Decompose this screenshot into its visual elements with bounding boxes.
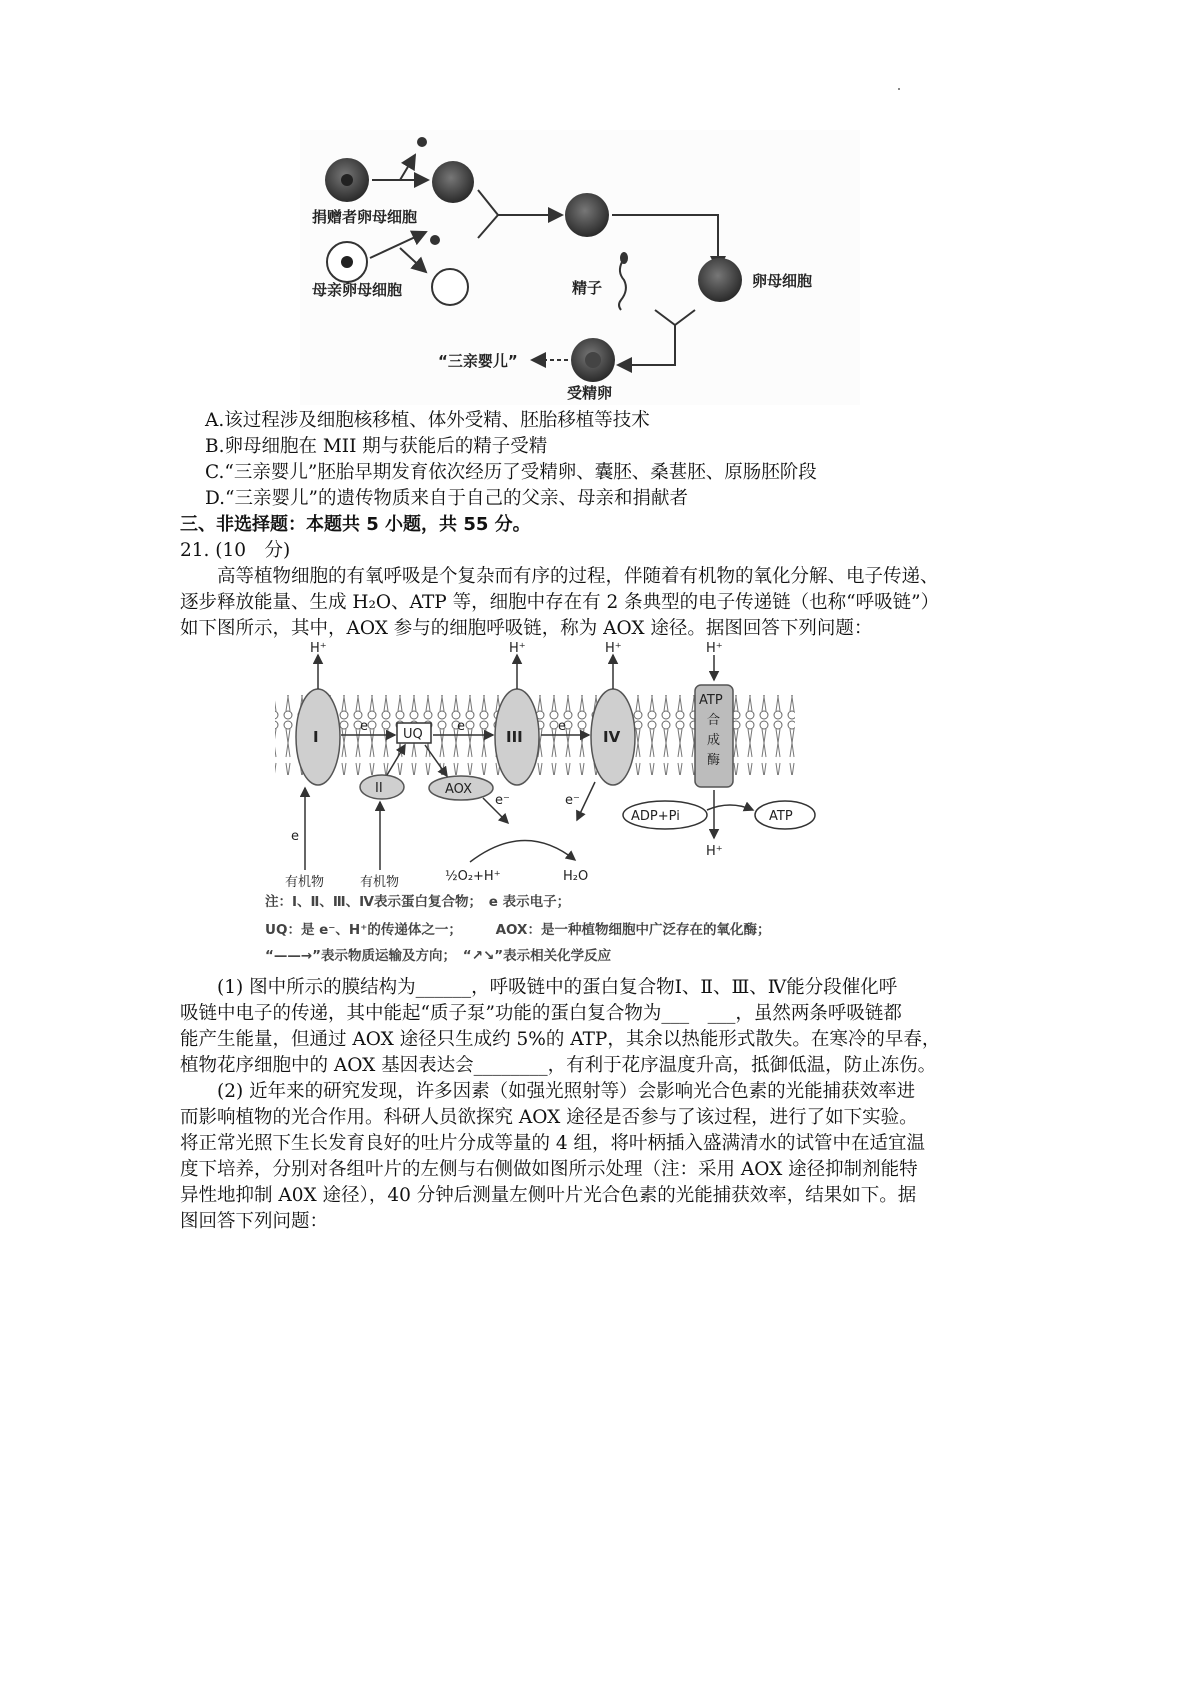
atp-synthase-text-1: ATP [699,693,723,708]
mother-cell-remnant [432,269,468,305]
q2-line-2: 而影响植物的光合作用。科研人员欲探究 AOX 途径是否参与了该过程，进行了如下实验。 [180,1107,918,1128]
diagram-note-3: “——→”表示物质运输及方向； “↗↘”表示相关化学反应 [265,948,612,964]
e-minus-label-1: e⁻ [495,793,510,808]
aox-label: AOX [445,782,472,797]
diagram-note-2: UQ：是 e⁻、H⁺的传递体之一； AOX：是一种植物细胞中广泛存在的氧化酶； [265,922,771,938]
hplus-3: H⁺ [605,641,622,656]
e-label-1: e [360,719,368,734]
q2-line-5: 异性地抑制 A0X 途径），40 分钟后测量左侧叶片光合色素的光能捕获效率，结果如下。据 [180,1185,917,1206]
q1-line-1: (1) 图中所示的膜结构为______，呼吸链中的蛋白复合物Ⅰ、Ⅱ、Ⅲ、Ⅳ能分段催化呼 [180,977,898,998]
mother-oocyte-label: 母亲卵母细胞 [312,281,403,299]
q1-line-3: 能产生能量，但通过 AOX 途径只生成约 5%的 ATP，其余以热能形式散失。在寒冷的早春， [180,1029,941,1050]
hplus-5: H⁺ [706,844,723,859]
diagram-note-row [225,940,915,970]
reconstructed-oocyte [565,193,609,237]
e-label-4: e [291,829,299,844]
q2-line-1: (2) 近年来的研究发现，许多因素（如强光照射等）会影响光合色素的光能捕获效率进 [180,1081,916,1102]
section-title: 三、非选择题：本题共 5 小题，共 55 分。 [180,514,531,535]
q2-line-4: 度下培养，分别对各组叶片的左侧与右侧做如图所示处理（注：采用 AOX 途径抑制剂能特 [180,1159,918,1180]
complex-i-label: I [313,728,319,746]
e-label-2: e [457,719,465,734]
hplus-2: H⁺ [509,641,526,656]
e-minus-label-2: e⁻ [565,793,580,808]
zygote-label: 受精卵 [567,384,613,402]
option-a: A.该过程涉及细胞核移植、体外受精、胚胎移植等技术 [205,410,650,431]
atp-synthase-text-2: 合 [707,713,721,728]
intro-line-1: 高等植物细胞的有氧呼吸是个复杂而有序的过程，伴随着有机物的氧化分解、电子传递、 [180,566,939,587]
organic-label-1: 有机物 [285,875,325,890]
atp-label: ATP [769,809,793,824]
h2o-label: H₂O [563,869,589,884]
mother-nucleus [430,235,440,245]
hplus-1: H⁺ [310,641,327,656]
donor-oocyte-label: 捐赠者卵母细胞 [312,208,418,226]
organic-label-2: 有机物 [360,875,400,890]
q1-line-4: 植物花序细胞中的 AOX 基因表达会________，有利于花序温度升高，抵御低温，防止冻伤。 [180,1055,937,1076]
option-d: D.“三亲婴儿”的遗传物质来自于自己的父亲、母亲和捐献者 [205,488,688,509]
complex-iv-label: IV [603,728,621,746]
atp-synthase-text-3: 成 [707,733,721,748]
diagram-note-1: 注：Ⅰ、Ⅱ、Ⅲ、Ⅳ表示蛋白复合物； e 表示电子； [265,894,571,910]
q1-line-2: 吸链中电子的传递，其中能起“质子泵”功能的蛋白复合物为___ ___，虽然两条呼吸链都 [180,1003,902,1024]
intro-line-3: 如下图所示，其中，AOX 参与的细胞呼吸链，称为 AOX 途径。据图回答下列问题： [180,618,873,639]
sperm-label: 精子 [572,279,603,297]
e-label-3: e [558,719,566,734]
q2-line-6: 图回答下列问题： [180,1211,329,1232]
hplus-4: H⁺ [706,641,723,656]
respiratory-chain-diagram [225,640,915,940]
three-parent-baby-diagram [300,130,860,405]
uq-label: UQ [403,727,423,742]
adp-label: ADP+Pi [631,809,680,824]
q2-line-3: 将正常光照下生长发育良好的吐片分成等量的 4 组，将叶柄插入盛满清水的试管中在适宜温 [180,1133,926,1154]
atp-synthase-text-4: 酶 [707,753,721,768]
option-c: C.“三亲婴儿”胚胎早期发育依次经历了受精卵、囊胚、桑葚胚、原肠胚阶段 [205,462,817,483]
scan-speck [898,88,900,90]
question-21-header: 21. (10 分) [180,540,291,561]
enucleated-donor-cell [432,161,474,203]
baby-label: “三亲婴儿” [438,352,518,370]
oocyte-cell [698,258,742,302]
complex-ii-label: II [375,781,383,796]
option-b: B.卵母细胞在 MII 期与获能后的精子受精 [205,436,548,457]
complex-iii-label: III [506,728,523,746]
o2-label: ½O₂+H⁺ [445,869,501,884]
extracted-nucleus [417,137,427,147]
oocyte-label: 卵母细胞 [752,272,813,290]
intro-line-2: 逐步释放能量、生成 H₂O、ATP 等，细胞中存在有 2 条典型的电子传递链（也称“呼吸链”） [180,592,940,613]
